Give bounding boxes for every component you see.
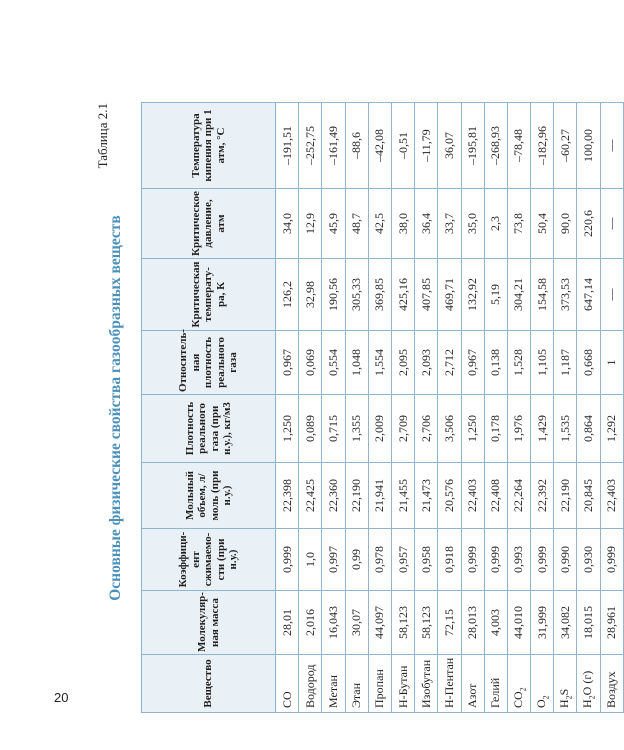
value-cell: 33,7 <box>438 189 461 259</box>
value-cell: 35,0 <box>461 189 484 259</box>
value-cell: 1 <box>600 331 623 395</box>
value-cell: 5,19 <box>484 259 507 331</box>
value-cell: –161,49 <box>322 103 345 189</box>
value-cell: 1,187 <box>554 331 577 395</box>
value-cell: 1,429 <box>531 395 554 463</box>
table-row <box>577 103 600 713</box>
substance-cell: CO <box>276 655 299 713</box>
substance-cell: Н-Бутан <box>391 655 414 713</box>
value-cell: 0,089 <box>299 395 322 463</box>
value-cell: 0,999 <box>531 529 554 591</box>
value-cell: 0,990 <box>554 529 577 591</box>
value-cell: 0,958 <box>415 529 438 591</box>
value-cell: 0,178 <box>484 395 507 463</box>
table-row <box>461 103 484 713</box>
value-cell: –252,75 <box>299 103 322 189</box>
value-cell: 4,003 <box>484 591 507 655</box>
value-cell: 44,010 <box>507 591 530 655</box>
table-row <box>531 103 554 713</box>
table-row <box>600 103 623 713</box>
value-cell: 20,845 <box>577 463 600 529</box>
value-cell: 28,01 <box>276 591 299 655</box>
value-cell: –191,51 <box>276 103 299 189</box>
value-cell: 22,190 <box>554 463 577 529</box>
value-cell: 2,095 <box>391 331 414 395</box>
value-cell: 369,85 <box>368 259 391 331</box>
column-header: Критическая температу-ра, К <box>142 259 276 331</box>
value-cell: –182,96 <box>531 103 554 189</box>
value-cell: 1,528 <box>507 331 530 395</box>
substance-cell: $H_2S$ <box>554 655 577 713</box>
column-header: Критическое давление, атм <box>142 189 276 259</box>
value-cell: 0,930 <box>577 529 600 591</box>
value-cell: 132,92 <box>461 259 484 331</box>
value-cell: 16,043 <box>322 591 345 655</box>
value-cell: 154,58 <box>531 259 554 331</box>
value-cell: 0,668 <box>577 331 600 395</box>
gas-properties-table <box>141 102 624 713</box>
substance-cell: Изобутан <box>415 655 438 713</box>
value-cell: 44,097 <box>368 591 391 655</box>
value-cell: 0,999 <box>276 529 299 591</box>
table-row <box>299 103 322 713</box>
substance-cell: Пропан <box>368 655 391 713</box>
table-row <box>322 103 345 713</box>
value-cell: 2,016 <box>299 591 322 655</box>
value-cell: 36,07 <box>438 103 461 189</box>
table-row <box>484 103 507 713</box>
value-cell: 407,85 <box>415 259 438 331</box>
value-cell: –0,51 <box>391 103 414 189</box>
column-header: Относитель-ная плотность реального газа <box>142 331 276 395</box>
table-row <box>554 103 577 713</box>
substance-cell: Н-Пентан <box>438 655 461 713</box>
value-cell: 0,999 <box>484 529 507 591</box>
value-cell: 21,455 <box>391 463 414 529</box>
value-cell: –42,08 <box>368 103 391 189</box>
value-cell: 2,009 <box>368 395 391 463</box>
substance-cell: $CO_2$ <box>507 655 530 713</box>
value-cell: 42,5 <box>368 189 391 259</box>
value-cell: 28,013 <box>461 591 484 655</box>
value-cell: 21,473 <box>415 463 438 529</box>
table-row <box>391 103 414 713</box>
substance-cell: Гелий <box>484 655 507 713</box>
value-cell: 0,918 <box>438 529 461 591</box>
value-cell: 48,7 <box>345 189 368 259</box>
value-cell: 1,250 <box>461 395 484 463</box>
substance-cell: Метан <box>322 655 345 713</box>
column-header: Мольный объем, л/моль (при н.у.) <box>142 463 276 529</box>
value-cell: 58,123 <box>415 591 438 655</box>
value-cell: 20,576 <box>438 463 461 529</box>
table-row <box>368 103 391 713</box>
value-cell: 469,71 <box>438 259 461 331</box>
value-cell: 190,56 <box>322 259 345 331</box>
value-cell: 305,33 <box>345 259 368 331</box>
value-cell: 0,999 <box>600 529 623 591</box>
value-cell: 18,015 <box>577 591 600 655</box>
value-cell: 0,138 <box>484 331 507 395</box>
value-cell: 126,2 <box>276 259 299 331</box>
value-cell: — <box>600 189 623 259</box>
value-cell: 30,07 <box>345 591 368 655</box>
value-cell: 36,4 <box>415 189 438 259</box>
value-cell: 0,554 <box>322 331 345 395</box>
value-cell: 1,0 <box>299 529 322 591</box>
substance-cell: Водород <box>299 655 322 713</box>
value-cell: 22,264 <box>507 463 530 529</box>
value-cell: –88,6 <box>345 103 368 189</box>
value-cell: 31,999 <box>531 591 554 655</box>
value-cell: –195,81 <box>461 103 484 189</box>
column-header: Вещество <box>142 655 276 713</box>
value-cell: 1,105 <box>531 331 554 395</box>
value-cell: 22,398 <box>276 463 299 529</box>
substance-cell: Азот <box>461 655 484 713</box>
value-cell: 45,9 <box>322 189 345 259</box>
substance-cell: Этан <box>345 655 368 713</box>
column-header: Коэффици-ент сжимаемо-сти (при н.у.) <box>142 529 276 591</box>
value-cell: 2,712 <box>438 331 461 395</box>
value-cell: 1,976 <box>507 395 530 463</box>
substance-cell: $O_2$ <box>531 655 554 713</box>
value-cell: –60,27 <box>554 103 577 189</box>
value-cell: 22,190 <box>345 463 368 529</box>
value-cell: 28,961 <box>600 591 623 655</box>
value-cell: 1,250 <box>276 395 299 463</box>
value-cell: 0,864 <box>577 395 600 463</box>
value-cell: 647,14 <box>577 259 600 331</box>
table-header-row <box>142 103 276 713</box>
value-cell: 425,16 <box>391 259 414 331</box>
value-cell: 373,53 <box>554 259 577 331</box>
value-cell: — <box>600 103 623 189</box>
value-cell: 1,048 <box>345 331 368 395</box>
value-cell: 1,292 <box>600 395 623 463</box>
table-body <box>276 103 624 713</box>
column-header: Температура кипения при 1 атм, °С <box>142 103 276 189</box>
table-title: Основные физические свойства газообразных веществ <box>107 215 124 601</box>
value-cell: 0,715 <box>322 395 345 463</box>
value-cell: 72,15 <box>438 591 461 655</box>
value-cell: 0,993 <box>507 529 530 591</box>
value-cell: 220,6 <box>577 189 600 259</box>
table-row <box>438 103 461 713</box>
value-cell: –78,48 <box>507 103 530 189</box>
value-cell: 0,997 <box>322 529 345 591</box>
value-cell: 0,99 <box>345 529 368 591</box>
value-cell: — <box>600 259 623 331</box>
value-cell: 1,535 <box>554 395 577 463</box>
table-row <box>415 103 438 713</box>
value-cell: 1,554 <box>368 331 391 395</box>
value-cell: 0,999 <box>461 529 484 591</box>
value-cell: 2,093 <box>415 331 438 395</box>
column-header: Плотность реального газа (при н.у.), кг/м3 <box>142 395 276 463</box>
substance-cell: $H_2O$ (г) <box>577 655 600 713</box>
value-cell: 0,957 <box>391 529 414 591</box>
value-cell: 22,425 <box>299 463 322 529</box>
value-cell: 0,978 <box>368 529 391 591</box>
value-cell: 2,3 <box>484 189 507 259</box>
value-cell: 1,355 <box>345 395 368 463</box>
value-cell: 90,0 <box>554 189 577 259</box>
substance-cell: Воздух <box>600 655 623 713</box>
table-row <box>345 103 368 713</box>
value-cell: 2,706 <box>415 395 438 463</box>
value-cell: 21,941 <box>368 463 391 529</box>
value-cell: 304,21 <box>507 259 530 331</box>
value-cell: 34,0 <box>276 189 299 259</box>
value-cell: 50,4 <box>531 189 554 259</box>
table-row <box>507 103 530 713</box>
value-cell: 3,506 <box>438 395 461 463</box>
value-cell: 34,082 <box>554 591 577 655</box>
value-cell: 32,98 <box>299 259 322 331</box>
value-cell: 2,709 <box>391 395 414 463</box>
column-header: Молекуляр-ная масса <box>142 591 276 655</box>
value-cell: 100,00 <box>577 103 600 189</box>
table-number: Таблица 2.1 <box>95 103 110 169</box>
value-cell: 22,408 <box>484 463 507 529</box>
value-cell: 73,8 <box>507 189 530 259</box>
value-cell: 38,0 <box>391 189 414 259</box>
value-cell: –268,93 <box>484 103 507 189</box>
value-cell: –11,79 <box>415 103 438 189</box>
value-cell: 22,403 <box>600 463 623 529</box>
page-number: 20 <box>54 690 69 705</box>
value-cell: 22,360 <box>322 463 345 529</box>
value-cell: 0,967 <box>461 331 484 395</box>
value-cell: 0,069 <box>299 331 322 395</box>
value-cell: 22,392 <box>531 463 554 529</box>
value-cell: 58,123 <box>391 591 414 655</box>
value-cell: 22,403 <box>461 463 484 529</box>
table-row <box>276 103 299 713</box>
value-cell: 0,967 <box>276 331 299 395</box>
rotated-table-block <box>95 103 619 713</box>
value-cell: 12,9 <box>299 189 322 259</box>
